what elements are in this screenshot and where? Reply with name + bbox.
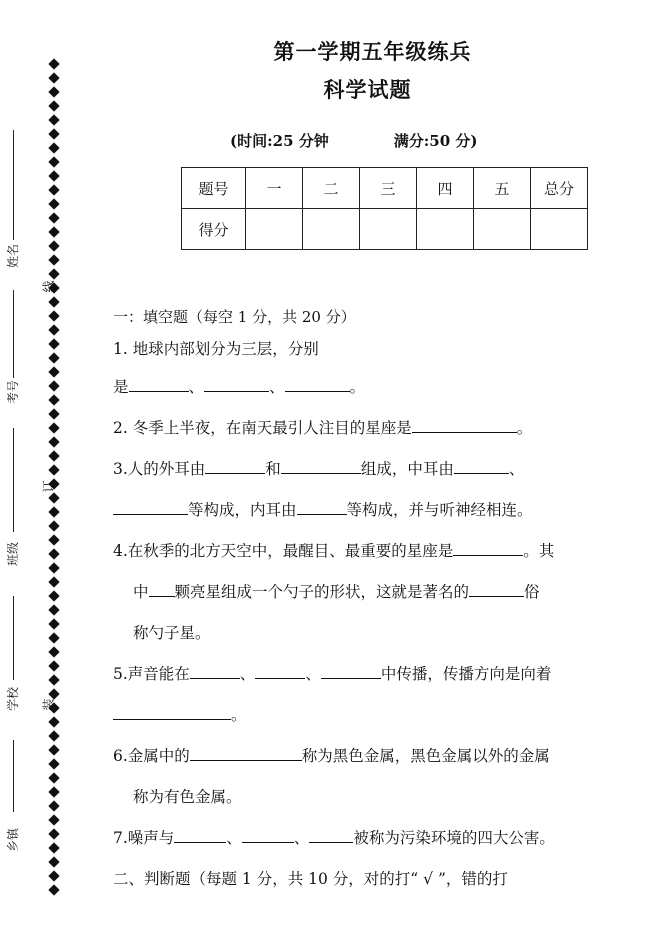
diamond-ornament xyxy=(48,576,59,587)
diamond-ornament xyxy=(48,198,59,209)
diamond-ornament xyxy=(48,534,59,545)
blank xyxy=(281,459,361,474)
diamond-ornament xyxy=(48,268,59,279)
blank xyxy=(190,664,240,679)
exam-subtitle: 科学试题 xyxy=(323,77,412,102)
diamond-ornament xyxy=(48,254,59,265)
score-table xyxy=(181,167,588,250)
blank xyxy=(129,377,189,392)
question-1-line-2: 是 、 、 。 xyxy=(113,378,366,396)
diamond-ornament xyxy=(48,590,59,601)
field-class-label: 班级 xyxy=(6,541,20,566)
blank xyxy=(190,746,302,761)
score-header-cell: 题号 xyxy=(182,168,246,209)
question-5-line-2: 。 xyxy=(113,705,633,725)
question-5-line-1: 5.声音能在 、 、 中传播，传播方向是向着 xyxy=(113,665,552,683)
question-3-line-2: 等构成，内耳由 等构成，并与听神经相连。 xyxy=(113,500,633,520)
question-6-line-1: 6.金属中的 称为黑色金属，黑色金属以外的金属 xyxy=(113,747,550,765)
diamond-ornament xyxy=(48,716,59,727)
diamond-ornament xyxy=(48,842,59,853)
score-header-cell: 总分 xyxy=(531,168,588,209)
diamond-ornament xyxy=(48,758,59,769)
blank xyxy=(149,582,175,597)
blank xyxy=(309,828,353,843)
binding-word-staple: 订 xyxy=(41,480,56,493)
blank xyxy=(412,418,517,433)
binding-word-bind: 装 xyxy=(41,698,56,711)
diamond-ornament xyxy=(48,492,59,503)
diamond-ornament xyxy=(48,506,59,517)
blank xyxy=(174,828,226,843)
diamond-ornament xyxy=(48,772,59,783)
field-name-line xyxy=(13,130,14,240)
diamond-ornament xyxy=(48,310,59,321)
blank xyxy=(113,705,231,720)
score-header-cell: 四 xyxy=(417,168,474,209)
question-2: 2. 冬季上半夜，在南天最引人注目的星座是 。 xyxy=(113,419,533,437)
diamond-ornament xyxy=(48,548,59,559)
exam-meta xyxy=(230,130,477,151)
blank xyxy=(242,828,294,843)
diamond-ornament xyxy=(48,296,59,307)
field-township-line xyxy=(13,740,14,812)
question-4-line-1: 4.在秋季的北方天空中，最醒目、最重要的星座是 。其 xyxy=(113,542,555,560)
field-class-line xyxy=(13,428,14,532)
binding-word-line: 线 xyxy=(41,280,56,293)
time-limit: (时间:25 分钟 xyxy=(230,132,329,150)
blank xyxy=(255,664,305,679)
diamond-ornament xyxy=(48,436,59,447)
score-cell xyxy=(246,209,303,250)
question-4-line-2: 中 颗亮星组成一个勺子的形状，这就是著名的 俗 xyxy=(133,583,540,601)
section-1-heading: 一：填空题（每空 1 分，共 20 分） xyxy=(113,308,356,326)
diamond-ornament xyxy=(48,520,59,531)
blank xyxy=(205,459,265,474)
full-score: 满分:50 分) xyxy=(393,132,478,150)
blank xyxy=(204,377,269,392)
diamond-ornament xyxy=(48,660,59,671)
field-exam-no-label: 考号 xyxy=(6,379,20,404)
question-3-line-1: 3.人的外耳由 和 组成，中耳由 、 xyxy=(113,460,525,478)
blank xyxy=(113,500,188,515)
diamond-ornament xyxy=(48,114,59,125)
diamond-ornament xyxy=(48,618,59,629)
blank xyxy=(285,377,350,392)
diamond-ornament xyxy=(48,730,59,741)
exam-title: 第一学期五年级练兵 xyxy=(273,39,472,64)
diamond-ornament xyxy=(48,744,59,755)
blank xyxy=(321,664,381,679)
field-school-label: 学校 xyxy=(6,686,20,711)
diamond-ornament xyxy=(48,464,59,475)
diamond-ornament xyxy=(48,674,59,685)
field-township-label: 乡镇 xyxy=(6,827,20,852)
diamond-ornament xyxy=(48,156,59,167)
questions xyxy=(113,306,633,910)
diamond-ornament xyxy=(48,562,59,573)
diamond-ornament xyxy=(48,408,59,419)
diamond-ornament xyxy=(48,170,59,181)
binding-margin xyxy=(0,0,110,945)
diamond-ornament xyxy=(48,828,59,839)
blank xyxy=(469,582,524,597)
score-cell xyxy=(417,209,474,250)
score-cell xyxy=(474,209,531,250)
blank xyxy=(453,541,523,556)
field-school-line xyxy=(13,596,14,680)
score-cell xyxy=(360,209,417,250)
blank xyxy=(297,500,347,515)
diamond-ornament xyxy=(48,870,59,881)
blank xyxy=(454,459,509,474)
score-header-cell: 一 xyxy=(246,168,303,209)
score-table-header-row xyxy=(182,168,588,209)
score-header-cell: 三 xyxy=(360,168,417,209)
field-name-label: 姓名 xyxy=(6,243,20,268)
diamond-ornament xyxy=(48,324,59,335)
score-cell xyxy=(531,209,588,250)
diamond-ornament xyxy=(48,226,59,237)
score-row-label: 得分 xyxy=(182,209,246,250)
diamond-ornament xyxy=(48,884,59,895)
diamond-ornament xyxy=(48,142,59,153)
diamond-ornament xyxy=(48,856,59,867)
diamond-ornament xyxy=(48,394,59,405)
diamond-ornament xyxy=(48,632,59,643)
score-table-score-row xyxy=(182,209,588,250)
score-cell xyxy=(303,209,360,250)
diamond-ornament xyxy=(48,212,59,223)
diamond-ornament xyxy=(48,184,59,195)
diamond-ornament xyxy=(48,604,59,615)
diamond-ornament xyxy=(48,646,59,657)
section-2-heading: 二、判断题（每题 1 分，共 10 分，对的打“ √ ”，错的打 xyxy=(113,870,508,888)
question-4-line-3: 称勺子星。 xyxy=(133,624,211,642)
diamond-ornament xyxy=(48,450,59,461)
diamond-ornament xyxy=(48,352,59,363)
diamond-ornament xyxy=(48,422,59,433)
diamond-ornament xyxy=(48,240,59,251)
diamond-ornament xyxy=(48,814,59,825)
score-header-cell: 五 xyxy=(474,168,531,209)
diamond-ornament xyxy=(48,800,59,811)
field-exam-no-line xyxy=(13,290,14,378)
diamond-ornament xyxy=(48,366,59,377)
question-1-line-1: 1. 地球内部划分为三层，分别 xyxy=(113,340,319,358)
score-header-cell: 二 xyxy=(303,168,360,209)
question-6-line-2: 称为有色金属。 xyxy=(133,788,242,806)
question-7: 7.噪声与 、 、 被称为污染环境的四大公害。 xyxy=(113,829,555,847)
diamond-ornament xyxy=(48,786,59,797)
diamond-ornament xyxy=(48,128,59,139)
diamond-ornament xyxy=(48,380,59,391)
diamond-ornament xyxy=(48,338,59,349)
